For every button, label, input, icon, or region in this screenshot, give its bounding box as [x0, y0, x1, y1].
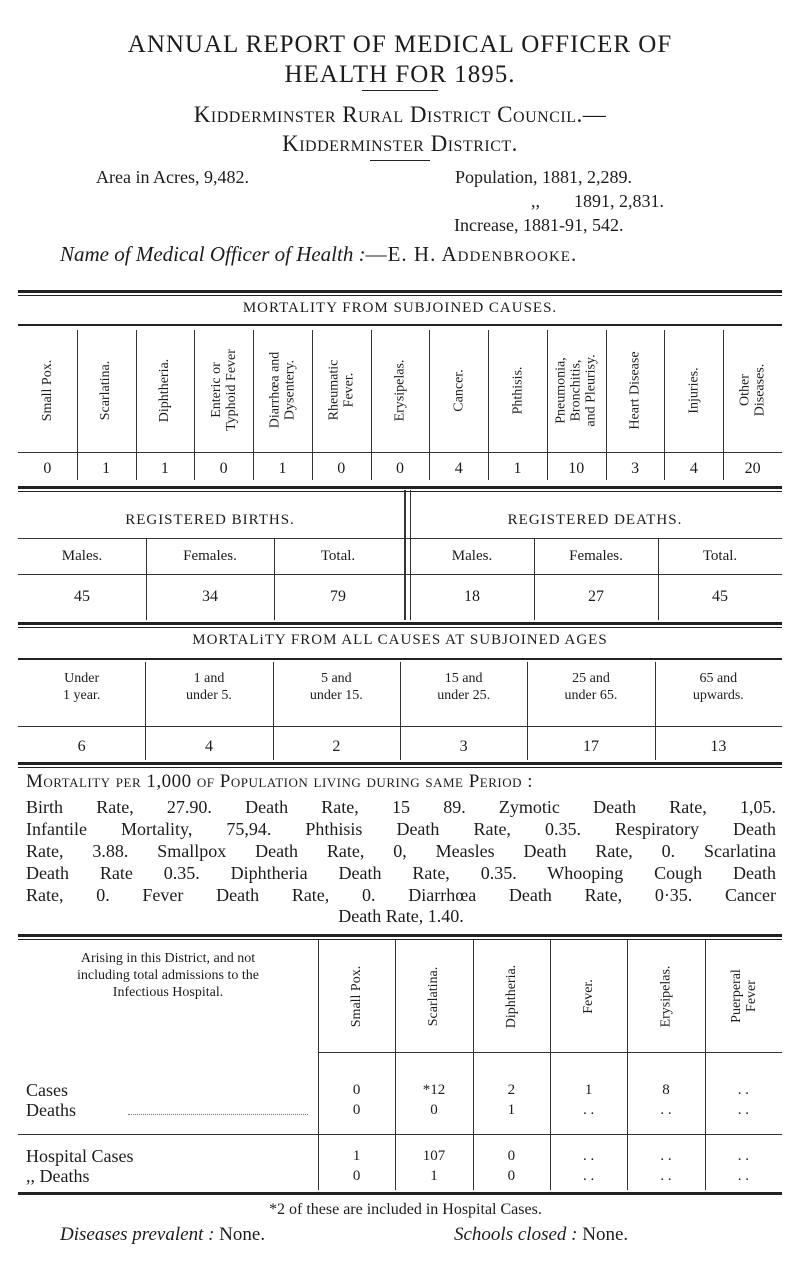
council-line-2: Kidderminster District. — [282, 131, 518, 156]
cause-col-line-6 — [371, 330, 372, 480]
inf-cell-1-1: 0 — [430, 1102, 438, 1118]
inf-cell-0-0: 0 — [352, 1082, 361, 1098]
rates-line-0: Birth Rate, 27.90. Death Rate, 15 89. Zymotic Death Rate, 1,05. — [26, 797, 776, 817]
age-value-4: 17 — [582, 738, 599, 755]
age-value-0: 6 — [77, 738, 86, 755]
cause-value-7: 4 — [454, 460, 463, 477]
causes-table — [18, 330, 782, 480]
section-rule-1 — [18, 290, 782, 296]
inf-header-1 — [424, 940, 444, 1052]
inf-cell-3-2: 0 — [507, 1168, 516, 1184]
inf-cell-2-4: . . — [660, 1148, 672, 1164]
cause-col-line-1 — [77, 330, 78, 480]
inf-header-text-0: Small Pox. — [349, 965, 365, 1027]
inf-cell-2-0: 1 — [352, 1148, 361, 1164]
cause-header-text-11: Injuries. — [686, 366, 702, 414]
cause-value-12: 20 — [744, 460, 761, 477]
births-label-1: Females. — [183, 548, 237, 564]
bd-header-rule — [18, 538, 782, 539]
inf-cell-2-2: 0 — [507, 1148, 516, 1164]
cause-value-6: 0 — [395, 460, 404, 477]
inf-header-0 — [347, 940, 367, 1052]
cause-header-text-4: Diarrhœa and Dysentery. — [267, 351, 298, 429]
cause-header-0 — [37, 330, 57, 450]
cause-header-text-10: Heart Disease — [627, 350, 643, 430]
cause-value-5: 0 — [337, 460, 346, 477]
cause-header-text-3: Enteric or Typhoid Fever — [208, 349, 239, 431]
inf-cell-1-5: . . — [737, 1102, 749, 1118]
inf-cell-0-3: 1 — [584, 1082, 593, 1098]
cause-header-2 — [155, 330, 175, 450]
rates-line-1: Infantile Mortality, 75,94. Phthisis Death Rate, 0.35. Respiratory Death — [26, 819, 776, 839]
cause-col-line-11 — [664, 330, 665, 480]
cause-col-line-10 — [606, 330, 607, 480]
age-col-line-2 — [273, 662, 274, 760]
age-header-4: 25 and under 65. — [564, 671, 618, 703]
age-col-line-1 — [145, 662, 146, 760]
cause-header-1 — [96, 330, 116, 450]
births-deaths-table — [18, 490, 782, 620]
footnote: *2 of these are included in Hospital Cases. — [269, 1201, 542, 1218]
age-header-1: 1 and under 5. — [186, 671, 232, 703]
inf-row-label-0: Cases — [26, 1080, 68, 1100]
causes-header-rule — [18, 452, 782, 453]
title-line-2: HEALTH FOR 1895. — [284, 61, 516, 88]
cause-value-10: 3 — [631, 460, 640, 477]
medical-officer-name: —E. H. Addenbrooke. — [365, 242, 578, 266]
births-col-line-1 — [146, 538, 147, 620]
cause-header-7 — [449, 330, 469, 450]
cause-col-line-4 — [253, 330, 254, 480]
deaths-col-line-2 — [658, 538, 659, 620]
medical-officer — [60, 242, 577, 267]
inf-cell-3-3: . . — [583, 1168, 595, 1184]
inf-header-text-4: Erysipelas. — [658, 965, 674, 1027]
inf-row-label-2: Hospital Cases — [26, 1146, 134, 1166]
inf-cell-0-1: *12 — [422, 1082, 446, 1098]
inf-cell-3-1: 1 — [430, 1168, 438, 1184]
title-divider — [362, 90, 438, 91]
births-value-2: 79 — [330, 588, 346, 605]
cause-col-line-8 — [488, 330, 489, 480]
age-value-3: 3 — [459, 738, 468, 755]
cause-header-12 — [737, 330, 768, 450]
rates-line-2: Rate, 3.88. Smallpox Death Rate, 0, Measles Death Rate, 0. Scarlatina — [26, 841, 776, 861]
cause-value-9: 10 — [568, 460, 585, 477]
infectious-table — [18, 940, 782, 1194]
cause-header-text-7: Cancer. — [451, 368, 467, 412]
cause-header-10 — [625, 330, 645, 450]
inf-header-text-3: Fever. — [581, 978, 597, 1014]
cause-header-3 — [208, 330, 239, 450]
diseases-prevalent — [60, 1224, 265, 1246]
schools-closed-label: Schools closed : — [454, 1224, 578, 1245]
inf-row-label-3: ,, Deaths — [26, 1166, 90, 1186]
inf-mid-rule — [18, 1134, 782, 1135]
age-col-line-3 — [400, 662, 401, 760]
inf-cell-3-5: . . — [737, 1168, 749, 1184]
births-caption: REGISTERED BIRTHS. — [125, 512, 295, 528]
cause-header-text-8: Phthisis. — [510, 366, 526, 414]
council-heading — [20, 100, 780, 158]
cause-col-line-2 — [136, 330, 137, 480]
inf-row-dots-1 — [128, 1114, 308, 1115]
inf-cell-1-4: . . — [660, 1102, 672, 1118]
schools-closed — [454, 1224, 628, 1246]
age-value-2: 2 — [332, 738, 341, 755]
cause-col-line-3 — [194, 330, 195, 480]
section-rule-4 — [18, 762, 782, 768]
inf-cell-2-1: 107 — [422, 1148, 446, 1164]
cause-value-1: 1 — [102, 460, 111, 477]
inf-cell-2-5: . . — [737, 1148, 749, 1164]
cause-header-text-0: Small Pox. — [39, 359, 55, 421]
age-col-line-5 — [655, 662, 656, 760]
deaths-label-0: Males. — [451, 548, 493, 564]
inf-cell-3-4: . . — [660, 1168, 672, 1184]
births-value-0: 45 — [74, 588, 90, 605]
births-col-line-2 — [274, 538, 275, 620]
age-value-1: 4 — [204, 738, 213, 755]
deaths-label-1: Females. — [569, 548, 623, 564]
ages-top-rule — [18, 658, 782, 660]
cause-header-text-6: Erysipelas. — [392, 359, 408, 421]
deaths-value-0: 18 — [464, 588, 480, 605]
cause-header-text-12: Other Diseases. — [737, 363, 768, 417]
cause-header-6 — [390, 330, 410, 450]
inf-cell-3-0: 0 — [352, 1168, 361, 1184]
causes-top-rule — [18, 324, 782, 326]
medical-officer-label: Name of Medical Officer of Health : — [60, 242, 366, 266]
population-1891-marks: ,, — [531, 191, 540, 211]
cause-col-line-9 — [547, 330, 548, 480]
births-deaths-divider — [404, 490, 406, 620]
cause-col-line-5 — [312, 330, 313, 480]
cause-header-text-2: Diphtheria. — [157, 358, 173, 422]
deaths-value-2: 45 — [712, 588, 728, 605]
cause-value-3: 0 — [219, 460, 228, 477]
inf-cell-1-3: . . — [583, 1102, 595, 1118]
age-header-2: 5 and under 15. — [309, 671, 363, 703]
cause-header-9 — [553, 330, 599, 450]
age-header-5: 65 and upwards. — [692, 671, 744, 703]
ages-caption: MORTALiTY FROM ALL CAUSES AT SUBJOINED AGES — [192, 632, 608, 648]
inf-header-2 — [501, 940, 521, 1052]
age-value-5: 13 — [710, 738, 727, 755]
cause-value-8: 1 — [513, 460, 522, 477]
rates-line-4: Rate, 0. Fever Death Rate, 0. Diarrhœa Death Rate, 0·35. Cancer — [26, 885, 776, 905]
inf-cell-0-4: 8 — [662, 1082, 670, 1098]
inf-cell-0-5: . . — [737, 1082, 749, 1098]
cause-header-text-9: Pneumonia, Bronchitis, and Pleurisy. — [553, 353, 599, 427]
inf-header-4 — [656, 940, 676, 1052]
schools-closed-value: None. — [582, 1224, 629, 1245]
ages-table — [18, 662, 782, 762]
diseases-prevalent-label: Diseases prevalent : — [60, 1224, 215, 1245]
cause-header-8 — [508, 330, 528, 450]
cause-value-0: 0 — [43, 460, 52, 477]
inf-bottom-rule — [18, 1192, 782, 1195]
cause-col-line-7 — [429, 330, 430, 480]
cause-value-4: 1 — [278, 460, 287, 477]
deaths-label-2: Total. — [702, 548, 738, 564]
inf-row-label-1: Deaths — [26, 1100, 76, 1120]
age-header-3: 15 and under 25. — [437, 671, 491, 703]
inf-header-3 — [579, 940, 599, 1052]
inf-cell-1-2: 1 — [507, 1102, 516, 1118]
report-title — [20, 30, 780, 90]
inf-header-text-2: Diphtheria. — [503, 964, 519, 1028]
population-1881: Population, 1881, 2,289. — [455, 167, 633, 187]
council-divider — [370, 160, 430, 161]
rates-heading: Mortality per 1,000 of Population living during same Period : — [26, 771, 534, 792]
ages-header-rule — [18, 726, 782, 727]
births-label-0: Males. — [61, 548, 103, 564]
infectious-intro: Arising in this District, and not including total admissions to the Infectious Hospital. — [77, 951, 259, 1000]
inf-header-text-5: Puerperal Fever — [728, 969, 759, 1023]
births-label-2: Total. — [320, 548, 356, 564]
inf-header-rule — [318, 1052, 782, 1053]
bd-label-rule — [18, 574, 782, 575]
cause-header-5 — [326, 330, 357, 450]
cause-header-text-5: Rheumatic Fever. — [326, 359, 357, 421]
deaths-caption: REGISTERED DEATHS. — [507, 512, 683, 528]
cause-header-4 — [267, 330, 298, 450]
cause-header-text-1: Scarlatina. — [98, 360, 114, 420]
rates-line-3: Death Rate 0.35. Diphtheria Death Rate, 0.35. Whooping Cough Death — [26, 863, 776, 883]
age-col-line-4 — [527, 662, 528, 760]
title-line-1: ANNUAL REPORT OF MEDICAL OFFICER OF — [127, 31, 673, 58]
cause-value-2: 1 — [160, 460, 169, 477]
population-1891: 1891, 2,831. — [574, 191, 664, 211]
inf-cell-0-2: 2 — [507, 1082, 516, 1098]
inf-cell-2-3: . . — [583, 1148, 595, 1164]
diseases-prevalent-value: None. — [219, 1224, 266, 1245]
inf-cell-1-0: 0 — [352, 1102, 361, 1118]
age-header-0: Under 1 year. — [63, 671, 101, 703]
rates-last-line: Death Rate, 1.40. — [338, 906, 464, 926]
causes-caption: MORTALITY FROM SUBJOINED CAUSES. — [242, 300, 558, 316]
cause-value-11: 4 — [689, 460, 698, 477]
council-line-1: Kidderminster Rural District Council.— — [193, 102, 607, 127]
section-rule-3 — [18, 622, 782, 628]
inf-header-text-1: Scarlatina. — [426, 966, 442, 1026]
births-value-1: 34 — [202, 588, 218, 605]
deaths-col-line-1 — [534, 538, 535, 620]
inf-header-5 — [728, 940, 759, 1052]
rates-paragraph — [26, 796, 776, 906]
cause-header-11 — [684, 330, 704, 450]
cause-col-line-12 — [723, 330, 724, 480]
deaths-value-1: 27 — [588, 588, 604, 605]
area-acres: Area in Acres, 9,482. — [96, 167, 249, 187]
population-increase: Increase, 1881-91, 542. — [454, 215, 624, 235]
